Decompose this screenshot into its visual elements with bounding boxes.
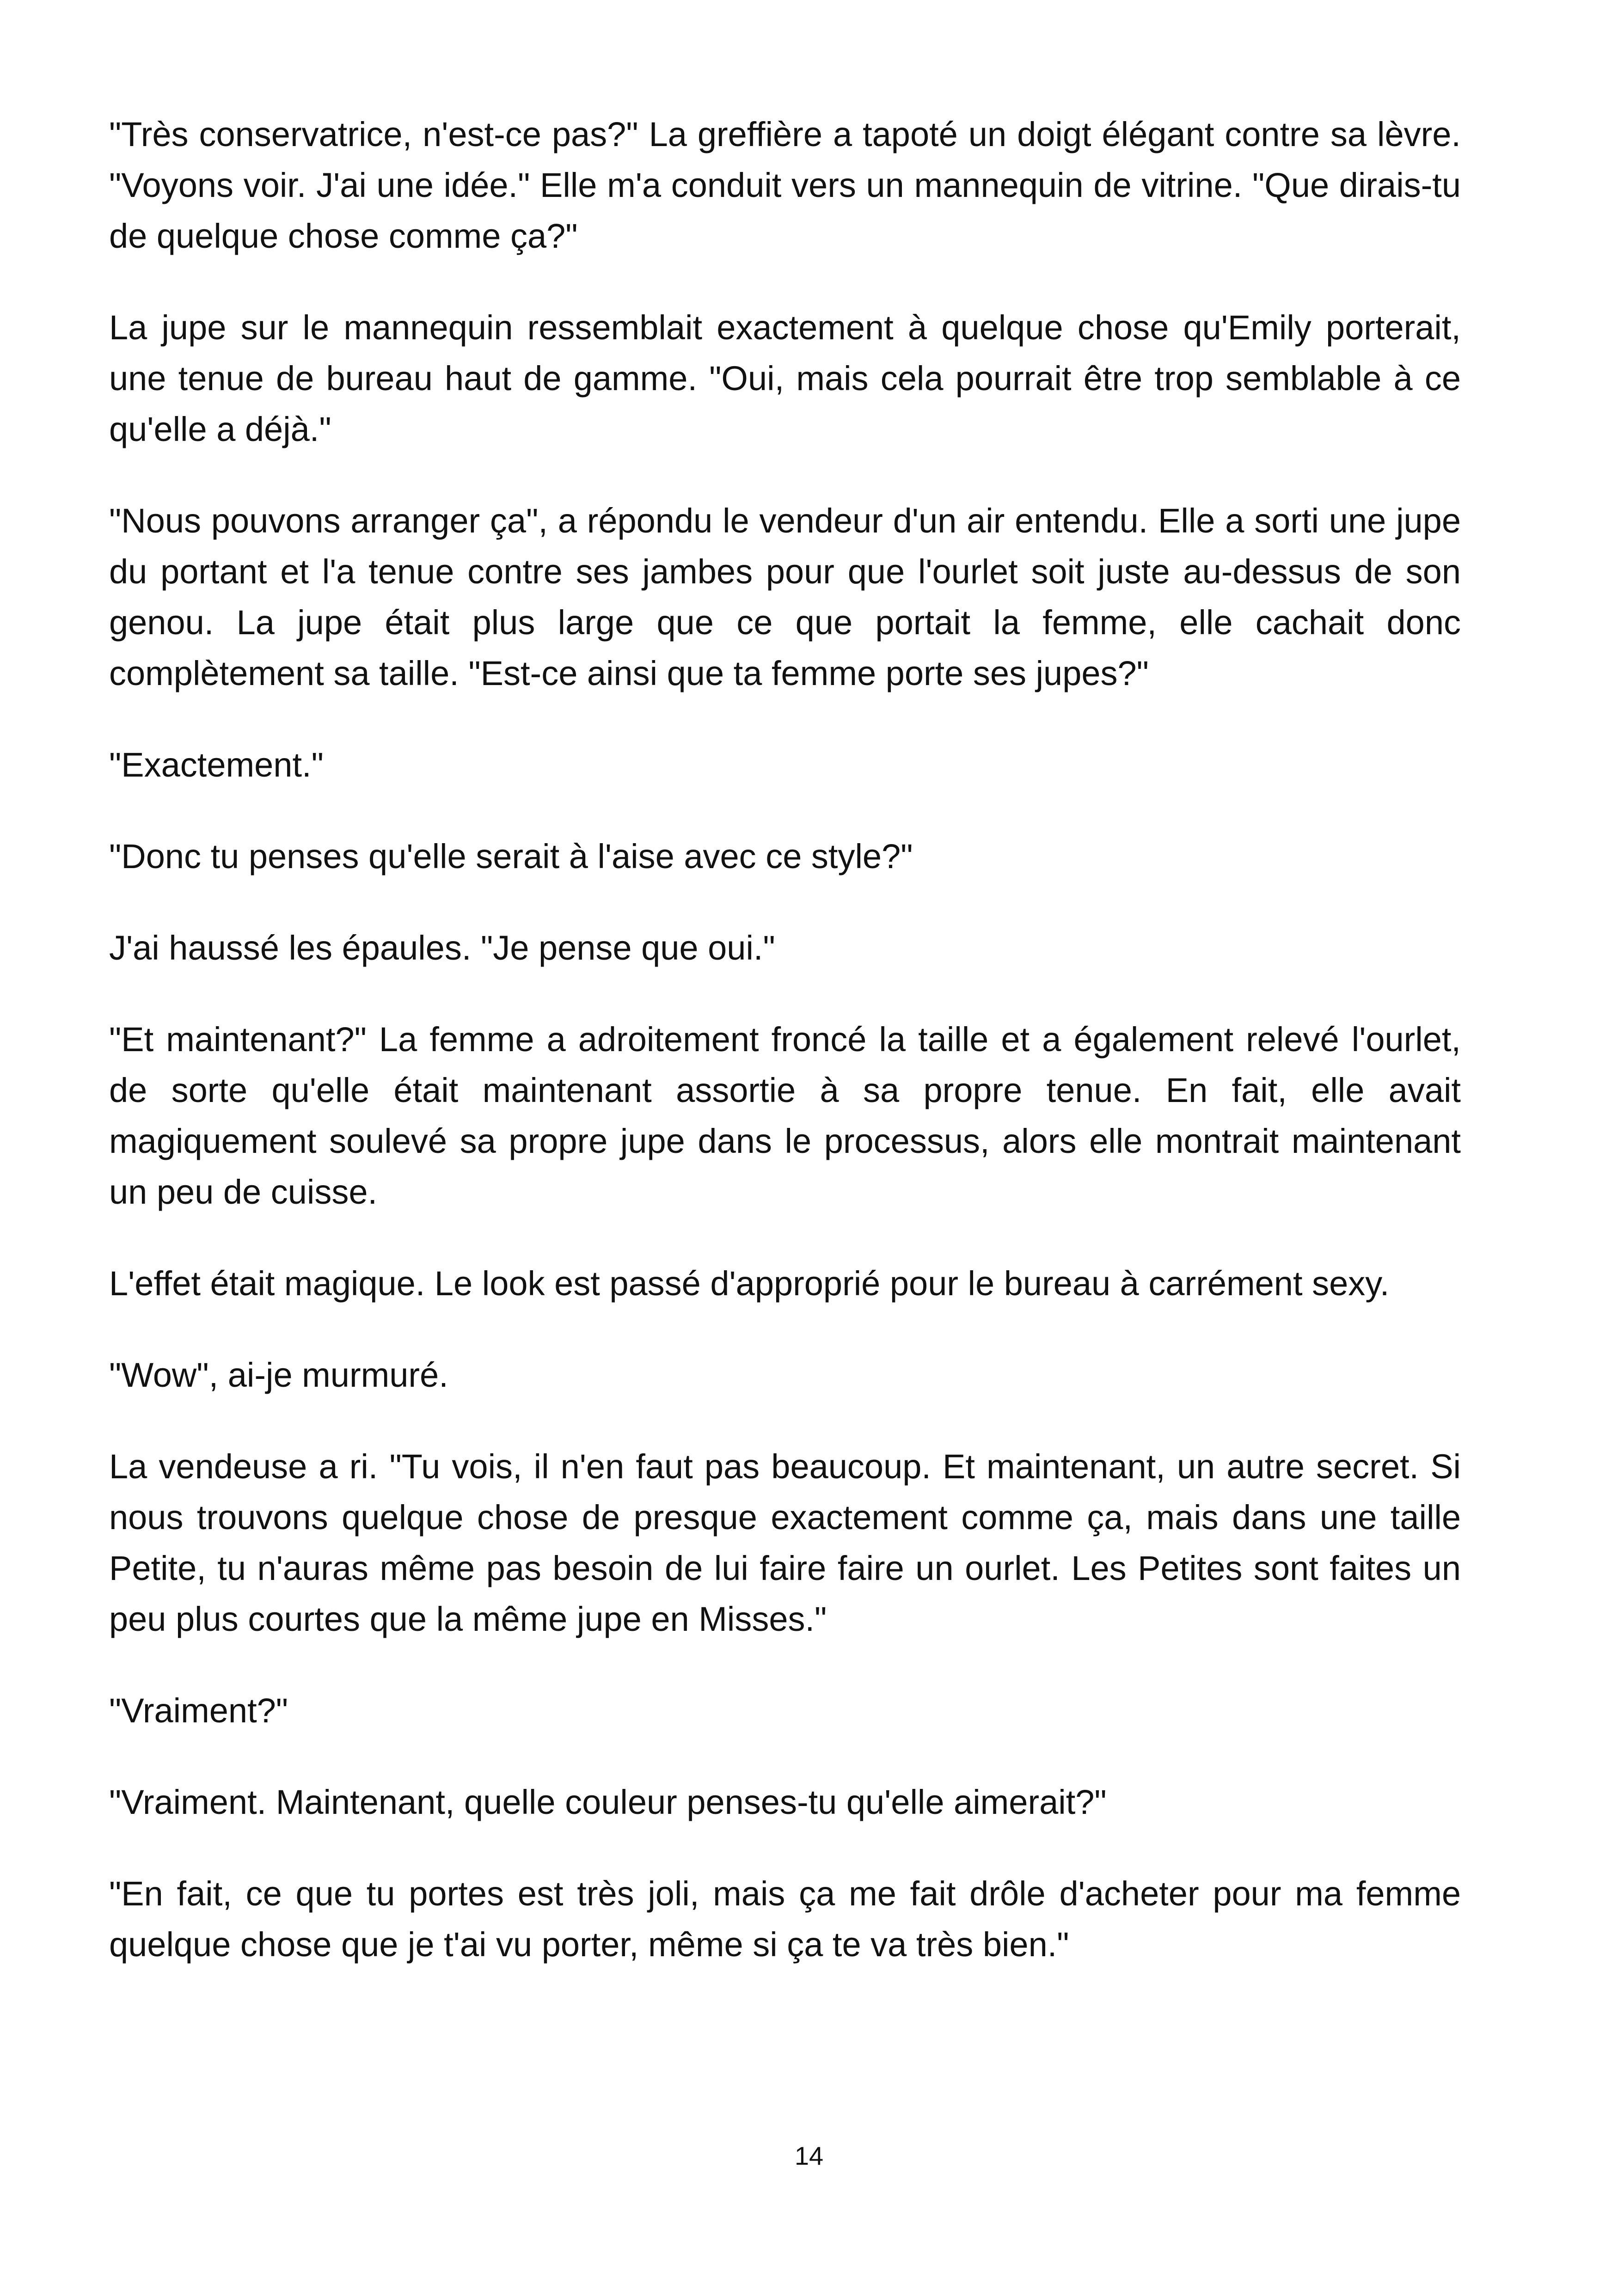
paragraph: La vendeuse a ri. "Tu vois, il n'en faut pas beaucoup. Et maintenant, un autre secret. Si nous trouvons quelque chose de presque exactement comme ça, mais dans une taille Petite, tu n'auras même pas besoin de lui faire faire un ourlet. Les Petites sont faites un peu plus courtes que la même jupe en Misses." (109, 1447, 1461, 1638)
page-number: 14 (794, 2141, 824, 2170)
paragraph: La jupe sur le mannequin ressemblait exactement à quelque chose qu'Emily porterait, une tenue de bureau haut de gamme. "Oui, mais cela pourrait être trop semblable à ce qu'elle a déjà." (109, 308, 1461, 448)
paragraph: "Et maintenant?" La femme a adroitement froncé la taille et a également relevé l'ourlet, de sorte qu'elle était maintenant assortie à sa propre tenue. En fait, elle avait magiquement soulevé sa propre jupe dans le processus, alors elle montrait maintenant un peu de cuisse. (109, 1020, 1461, 1211)
paragraph: "Donc tu penses qu'elle serait à l'aise avec ce style?" (109, 837, 913, 876)
paragraph: "Nous pouvons arranger ça", a répondu le vendeur d'un air entendu. Elle a sorti une jupe du portant et l'a tenue contre ses jambes pour que l'ourlet soit juste au-dessus de son genou. La jupe était plus large que ce que portait la femme, elle cachait donc complètement sa taille. "Est-ce ainsi que ta femme porte ses jupes?" (109, 502, 1461, 692)
paragraph: "Vraiment?" (109, 1691, 288, 1730)
paragraph: L'effet était magique. Le look est passé d'approprié pour le bureau à carrément sexy. (109, 1264, 1390, 1303)
paragraph: "Vraiment. Maintenant, quelle couleur penses-tu qu'elle aimerait?" (109, 1783, 1107, 1821)
paragraph: "Exactement." (109, 746, 324, 784)
paragraph: J'ai haussé les épaules. "Je pense que oui." (109, 929, 775, 967)
paragraph: "Wow", ai-je murmuré. (109, 1356, 448, 1394)
paragraph: "Très conservatrice, n'est-ce pas?" La greffière a tapoté un doigt élégant contre sa lèvre. "Voyons voir. J'ai une idée." Elle m'a conduit vers un mannequin de vitrine. "Que dirais-tu de quelque chose comme ça?" (109, 115, 1461, 255)
paragraph: "En fait, ce que tu portes est très joli, mais ça me fait drôle d'acheter pour ma femme quelque chose que je t'ai vu porter, même si ça te va très bien." (109, 1874, 1461, 1964)
body-text (109, 109, 1461, 2011)
